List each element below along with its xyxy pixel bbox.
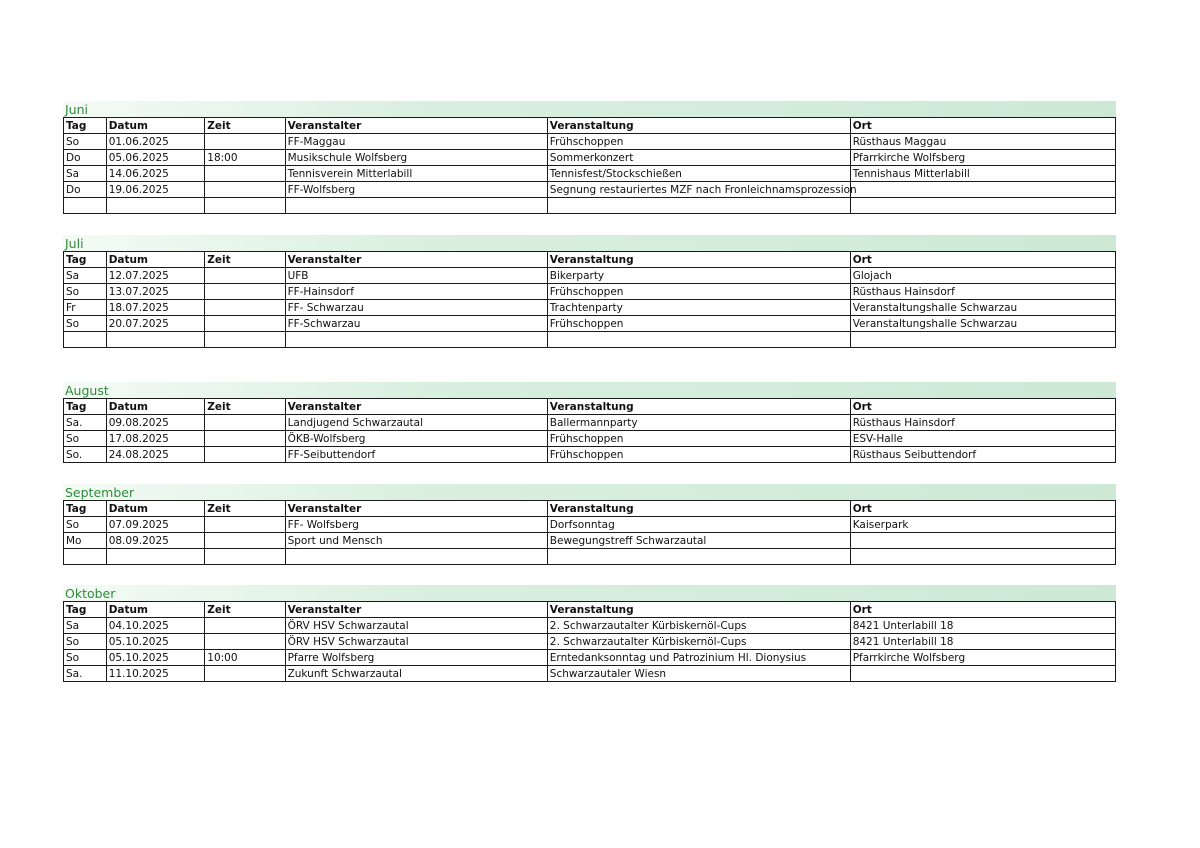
cell-ort: 8421 Unterlabill 18	[850, 634, 1115, 650]
cell-veranstalter	[285, 332, 547, 348]
cell-tag: Do	[64, 182, 107, 198]
month-title: September	[63, 484, 1116, 500]
cell-veranstalter: UFB	[285, 268, 547, 284]
cell-tag: So.	[64, 447, 107, 463]
cell-veranstaltung: Frühschoppen	[547, 134, 850, 150]
table-row	[64, 300, 1116, 316]
cell-veranstaltung: 2. Schwarzautalter Kürbiskernöl-Cups	[547, 618, 850, 634]
cell-veranstaltung: Erntedanksonntag und Patrozinium Hl. Dionysius	[547, 650, 850, 666]
table-row	[64, 150, 1116, 166]
table-header-row	[64, 118, 1116, 134]
cell-veranstaltung	[547, 332, 850, 348]
table-row	[64, 549, 1116, 565]
cell-ort: Rüsthaus Maggau	[850, 134, 1115, 150]
cell-zeit	[205, 268, 285, 284]
cell-zeit	[205, 300, 285, 316]
column-header-ort: Ort	[850, 501, 1115, 517]
cell-zeit	[205, 666, 285, 682]
cell-datum: 18.07.2025	[106, 300, 205, 316]
cell-veranstalter: ÖRV HSV Schwarzautal	[285, 634, 547, 650]
cell-ort: Rüsthaus Seibuttendorf	[850, 447, 1115, 463]
cell-veranstalter: FF-Schwarzau	[285, 316, 547, 332]
cell-zeit	[205, 166, 285, 182]
cell-veranstaltung: Frühschoppen	[547, 316, 850, 332]
cell-tag: Sa	[64, 618, 107, 634]
cell-tag: Sa	[64, 166, 107, 182]
events-table	[63, 500, 1116, 565]
cell-zeit	[205, 182, 285, 198]
cell-datum	[106, 549, 205, 565]
column-header-tag: Tag	[64, 118, 107, 134]
cell-tag	[64, 332, 107, 348]
table-row	[64, 198, 1116, 214]
table-row	[64, 666, 1116, 682]
table-row	[64, 431, 1116, 447]
events-table	[63, 398, 1116, 463]
cell-zeit: 18:00	[205, 150, 285, 166]
cell-ort	[850, 182, 1115, 198]
column-header-zeit: Zeit	[205, 501, 285, 517]
table-row	[64, 332, 1116, 348]
cell-tag: So	[64, 634, 107, 650]
column-header-datum: Datum	[106, 118, 205, 134]
cell-veranstalter: FF-Seibuttendorf	[285, 447, 547, 463]
column-header-veranstalter: Veranstalter	[285, 602, 547, 618]
table-row	[64, 284, 1116, 300]
table-row	[64, 618, 1116, 634]
cell-veranstalter: FF-Maggau	[285, 134, 547, 150]
table-header-row	[64, 501, 1116, 517]
cell-ort: Glojach	[850, 268, 1115, 284]
cell-veranstalter: ÖKB-Wolfsberg	[285, 431, 547, 447]
cell-zeit: 10:00	[205, 650, 285, 666]
cell-veranstalter: Sport und Mensch	[285, 533, 547, 549]
column-header-veranstaltung: Veranstaltung	[547, 252, 850, 268]
column-header-veranstalter: Veranstalter	[285, 118, 547, 134]
cell-tag: So	[64, 650, 107, 666]
cell-veranstalter: Musikschule Wolfsberg	[285, 150, 547, 166]
cell-veranstaltung: Trachtenparty	[547, 300, 850, 316]
cell-tag: Sa.	[64, 666, 107, 682]
cell-veranstalter: Zukunft Schwarzautal	[285, 666, 547, 682]
cell-veranstaltung: Frühschoppen	[547, 284, 850, 300]
cell-ort: Pfarrkirche Wolfsberg	[850, 650, 1115, 666]
table-header-row	[64, 399, 1116, 415]
cell-zeit	[205, 284, 285, 300]
column-header-ort: Ort	[850, 252, 1115, 268]
cell-zeit	[205, 316, 285, 332]
cell-tag: Fr	[64, 300, 107, 316]
cell-veranstalter: ÖRV HSV Schwarzautal	[285, 618, 547, 634]
cell-tag: Sa.	[64, 415, 107, 431]
cell-datum: 05.10.2025	[106, 650, 205, 666]
cell-zeit	[205, 415, 285, 431]
cell-zeit	[205, 517, 285, 533]
table-header-row	[64, 252, 1116, 268]
column-header-veranstaltung: Veranstaltung	[547, 399, 850, 415]
cell-zeit	[205, 447, 285, 463]
cell-tag	[64, 198, 107, 214]
column-header-tag: Tag	[64, 602, 107, 618]
column-header-zeit: Zeit	[205, 399, 285, 415]
column-header-datum: Datum	[106, 252, 205, 268]
column-header-veranstaltung: Veranstaltung	[547, 118, 850, 134]
cell-zeit	[205, 533, 285, 549]
cell-veranstaltung: Tennisfest/Stockschießen	[547, 166, 850, 182]
table-row	[64, 650, 1116, 666]
cell-datum: 07.09.2025	[106, 517, 205, 533]
cell-ort	[850, 666, 1115, 682]
cell-veranstaltung: Segnung restauriertes MZF nach Fronleichnamsprozession	[547, 182, 850, 198]
cell-ort	[850, 533, 1115, 549]
cell-zeit	[205, 549, 285, 565]
cell-veranstaltung: Frühschoppen	[547, 431, 850, 447]
cell-datum: 13.07.2025	[106, 284, 205, 300]
cell-veranstaltung: 2. Schwarzautalter Kürbiskernöl-Cups	[547, 634, 850, 650]
column-header-tag: Tag	[64, 501, 107, 517]
month-title: Oktober	[63, 585, 1116, 601]
events-table	[63, 601, 1116, 682]
table-row	[64, 634, 1116, 650]
month-section-juni	[63, 101, 1116, 214]
cell-datum: 05.06.2025	[106, 150, 205, 166]
cell-datum	[106, 198, 205, 214]
table-header-row	[64, 602, 1116, 618]
table-row	[64, 166, 1116, 182]
cell-ort: 8421 Unterlabill 18	[850, 618, 1115, 634]
table-row	[64, 447, 1116, 463]
cell-veranstalter: Landjugend Schwarzautal	[285, 415, 547, 431]
cell-veranstaltung: Schwarzautaler Wiesn	[547, 666, 850, 682]
cell-ort: Kaiserpark	[850, 517, 1115, 533]
cell-ort: Veranstaltungshalle Schwarzau	[850, 316, 1115, 332]
cell-datum	[106, 332, 205, 348]
cell-veranstalter	[285, 198, 547, 214]
cell-datum: 08.09.2025	[106, 533, 205, 549]
cell-datum: 11.10.2025	[106, 666, 205, 682]
column-header-tag: Tag	[64, 252, 107, 268]
cell-tag: Do	[64, 150, 107, 166]
cell-datum: 17.08.2025	[106, 431, 205, 447]
events-table	[63, 251, 1116, 348]
cell-veranstaltung: Bewegungstreff Schwarzautal	[547, 533, 850, 549]
cell-tag: So	[64, 517, 107, 533]
column-header-veranstalter: Veranstalter	[285, 399, 547, 415]
cell-tag	[64, 549, 107, 565]
cell-ort: ESV-Halle	[850, 431, 1115, 447]
cell-veranstaltung	[547, 198, 850, 214]
column-header-datum: Datum	[106, 399, 205, 415]
table-row	[64, 268, 1116, 284]
cell-tag: So	[64, 284, 107, 300]
column-header-datum: Datum	[106, 501, 205, 517]
cell-datum: 05.10.2025	[106, 634, 205, 650]
table-row	[64, 134, 1116, 150]
cell-tag: So	[64, 431, 107, 447]
cell-zeit	[205, 198, 285, 214]
column-header-veranstaltung: Veranstaltung	[547, 602, 850, 618]
column-header-zeit: Zeit	[205, 252, 285, 268]
cell-ort	[850, 198, 1115, 214]
cell-tag: Mo	[64, 533, 107, 549]
table-row	[64, 316, 1116, 332]
cell-zeit	[205, 634, 285, 650]
column-header-datum: Datum	[106, 602, 205, 618]
cell-ort: Veranstaltungshalle Schwarzau	[850, 300, 1115, 316]
cell-veranstaltung: Dorfsonntag	[547, 517, 850, 533]
cell-veranstalter: FF- Wolfsberg	[285, 517, 547, 533]
column-header-ort: Ort	[850, 602, 1115, 618]
cell-ort	[850, 332, 1115, 348]
cell-tag: Sa	[64, 268, 107, 284]
cell-tag: So	[64, 316, 107, 332]
column-header-zeit: Zeit	[205, 602, 285, 618]
column-header-veranstaltung: Veranstaltung	[547, 501, 850, 517]
month-title: Juli	[63, 235, 1116, 251]
cell-veranstaltung	[547, 549, 850, 565]
cell-datum: 04.10.2025	[106, 618, 205, 634]
month-section-oktober	[63, 585, 1116, 682]
month-section-september	[63, 484, 1116, 565]
column-header-ort: Ort	[850, 399, 1115, 415]
cell-ort	[850, 549, 1115, 565]
cell-zeit	[205, 431, 285, 447]
cell-ort: Tennishaus Mitterlabill	[850, 166, 1115, 182]
cell-datum: 20.07.2025	[106, 316, 205, 332]
column-header-tag: Tag	[64, 399, 107, 415]
cell-datum: 12.07.2025	[106, 268, 205, 284]
table-row	[64, 517, 1116, 533]
cell-tag: So	[64, 134, 107, 150]
cell-veranstalter: FF- Schwarzau	[285, 300, 547, 316]
events-table	[63, 117, 1116, 214]
month-section-juli	[63, 235, 1116, 348]
table-row	[64, 182, 1116, 198]
month-title: August	[63, 382, 1116, 398]
cell-veranstaltung: Frühschoppen	[547, 447, 850, 463]
cell-veranstalter: FF-Hainsdorf	[285, 284, 547, 300]
table-row	[64, 415, 1116, 431]
cell-ort: Rüsthaus Hainsdorf	[850, 415, 1115, 431]
cell-zeit	[205, 618, 285, 634]
cell-ort: Rüsthaus Hainsdorf	[850, 284, 1115, 300]
cell-datum: 19.06.2025	[106, 182, 205, 198]
column-header-veranstalter: Veranstalter	[285, 501, 547, 517]
month-title: Juni	[63, 101, 1116, 117]
cell-veranstaltung: Bikerparty	[547, 268, 850, 284]
cell-veranstalter: Pfarre Wolfsberg	[285, 650, 547, 666]
cell-datum: 01.06.2025	[106, 134, 205, 150]
cell-datum: 14.06.2025	[106, 166, 205, 182]
cell-veranstaltung: Sommerkonzert	[547, 150, 850, 166]
cell-veranstalter: FF-Wolfsberg	[285, 182, 547, 198]
cell-veranstalter: Tennisverein Mitterlabill	[285, 166, 547, 182]
column-header-veranstalter: Veranstalter	[285, 252, 547, 268]
cell-zeit	[205, 332, 285, 348]
cell-datum: 09.08.2025	[106, 415, 205, 431]
column-header-ort: Ort	[850, 118, 1115, 134]
month-section-august	[63, 382, 1116, 463]
column-header-zeit: Zeit	[205, 118, 285, 134]
cell-datum: 24.08.2025	[106, 447, 205, 463]
cell-veranstaltung: Ballermannparty	[547, 415, 850, 431]
table-row	[64, 533, 1116, 549]
cell-veranstalter	[285, 549, 547, 565]
cell-zeit	[205, 134, 285, 150]
cell-ort: Pfarrkirche Wolfsberg	[850, 150, 1115, 166]
